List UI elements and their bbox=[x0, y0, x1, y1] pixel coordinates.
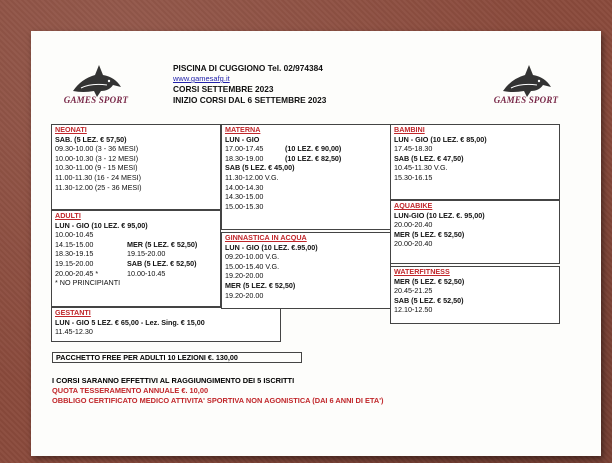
list-item: MER (5 LEZ. € 52,50) bbox=[225, 280, 296, 290]
list-item: 11.00-11.30 (16 - 24 MESI) bbox=[55, 172, 142, 182]
list-item: LUN - GIO (10 LEZ. € 95,00) bbox=[55, 220, 148, 230]
list-item: 09.30-10.00 (3 - 36 MESI) bbox=[55, 144, 139, 154]
list-item: SAB (5 LEZ. € 52,50) bbox=[394, 295, 464, 305]
logo-text: GAMES SPORT bbox=[493, 95, 559, 105]
flyer-sheet bbox=[31, 31, 601, 456]
package-offer: PACCHETTO FREE PER ADULTI 10 LEZIONI €. 130,00 bbox=[52, 352, 302, 363]
list-item: LUN - GIO (10 LEZ. € 85,00) bbox=[394, 134, 487, 144]
list-item: 14.15-15.00 MER (5 LEZ. € 52,50) bbox=[55, 239, 198, 249]
section-title: NEONATI bbox=[55, 125, 87, 134]
list-item: 11.30-12.00 (25 - 36 MESI) bbox=[55, 182, 142, 192]
box-gestanti bbox=[51, 307, 281, 342]
note-medical-certificate: OBBLIGO CERTIFICATO MEDICO ATTIVITA' SPORTIVA NON AGONISTICA (DAI 6 ANNI DI ETA') bbox=[52, 396, 384, 405]
section-title: BAMBINI bbox=[394, 125, 425, 134]
list-item: 19.20-20.00 bbox=[225, 271, 264, 281]
list-item: 15.30-16.15 bbox=[394, 172, 433, 182]
list-item: 11.30-12.00 V.G. bbox=[225, 172, 279, 182]
list-item: MER (5 LEZ. € 52,50) bbox=[394, 276, 465, 286]
section-title: ADULTI bbox=[55, 211, 81, 220]
list-item: LUN - GIO bbox=[225, 134, 260, 144]
section-title: MATERNA bbox=[225, 125, 261, 134]
logo-text: GAMES SPORT bbox=[63, 95, 129, 105]
list-item: LUN - GIO (10 LEZ. €.95,00) bbox=[225, 242, 318, 252]
list-item: 10.45-11.30 V.G. bbox=[394, 163, 448, 173]
list-item: 10.00-10.45 bbox=[55, 230, 94, 240]
note-membership-fee: QUOTA TESSERAMENTO ANNUALE €. 10,00 bbox=[52, 386, 209, 395]
list-item: SAB. (5 LEZ. € 57,50) bbox=[55, 134, 127, 144]
list-item: 20.00-20.40 bbox=[394, 220, 433, 230]
header-line-2: CORSI SETTEMBRE 2023 bbox=[173, 84, 274, 94]
list-item: 10.30-11.00 (9 - 15 MESI) bbox=[55, 163, 138, 173]
list-item: SAB (5 LEZ. € 45,00) bbox=[225, 163, 295, 173]
list-item: 20.45-21.25 bbox=[394, 286, 433, 296]
notes bbox=[52, 376, 383, 406]
box-ginnastica bbox=[221, 232, 391, 309]
header-line-3: INIZIO CORSI DAL 6 SETTEMBRE 2023 bbox=[173, 95, 327, 105]
website-link[interactable]: www.gamesafg.it bbox=[173, 74, 230, 83]
section-title: AQUABIKE bbox=[394, 201, 433, 210]
list-item: LUN-GIO (10 LEZ. €. 95,00) bbox=[394, 210, 485, 220]
box-adulti bbox=[51, 210, 221, 307]
list-item: 19.15-20.00 SAB (5 LEZ. € 52,50) bbox=[55, 258, 197, 268]
page-title: PISCINA DI CUGGIONO Tel. 02/974384 bbox=[173, 63, 323, 73]
list-item: 12.10-12.50 bbox=[394, 305, 433, 315]
box-neonati bbox=[51, 124, 221, 210]
list-item: MER (5 LEZ. € 52,50) bbox=[394, 229, 465, 239]
header bbox=[173, 63, 433, 106]
list-item: 09.20-10.00 V.G. bbox=[225, 252, 280, 262]
list-item: 14.00-14.30 bbox=[225, 182, 264, 192]
list-item: 11.45-12.30 bbox=[55, 327, 93, 337]
footnote: * NO PRINCIPIANTI bbox=[55, 278, 121, 288]
list-item: LUN - GIO 5 LEZ. € 65,00 - Lez. Sing. € 15,00 bbox=[55, 317, 205, 327]
list-item: 15.00-15.40 V.G. bbox=[225, 261, 280, 271]
logo-right bbox=[491, 61, 561, 121]
list-item: 10.00-10.30 (3 - 12 MESI) bbox=[55, 153, 139, 163]
box-waterfitness bbox=[390, 266, 560, 324]
logo-left bbox=[61, 61, 131, 121]
list-item: 14.30-15.00 bbox=[225, 192, 264, 202]
list-item: SAB (5 LEZ. € 47,50) bbox=[394, 153, 464, 163]
list-item: 17.00-17.45 (10 LEZ. € 90,00) bbox=[225, 144, 342, 154]
list-item: 20.00-20.40 bbox=[394, 239, 433, 249]
list-item: 18.30-19.00 (10 LEZ. € 82,50) bbox=[225, 153, 342, 163]
list-item: 18.30-19.15 19.15-20.00 bbox=[55, 249, 166, 259]
note-min-enrollment: I CORSI SARANNO EFFETTIVI AL RAGGIUNGIMENTO DEI 5 ISCRITTI bbox=[52, 376, 295, 385]
list-item: 17.45-18.30 bbox=[394, 144, 433, 154]
list-item: 20.00-20.45 * 10.00-10.45 bbox=[55, 268, 166, 278]
box-materna bbox=[221, 124, 391, 230]
list-item: 19.20-20.00 bbox=[225, 290, 264, 300]
section-title: GESTANTI bbox=[55, 308, 91, 317]
box-bambini bbox=[390, 124, 560, 200]
list-item: 15.00-15.30 bbox=[225, 201, 264, 211]
section-title: GINNASTICA IN ACQUA bbox=[225, 233, 307, 242]
section-title: WATERFITNESS bbox=[394, 267, 450, 276]
box-aquabike bbox=[390, 200, 560, 264]
